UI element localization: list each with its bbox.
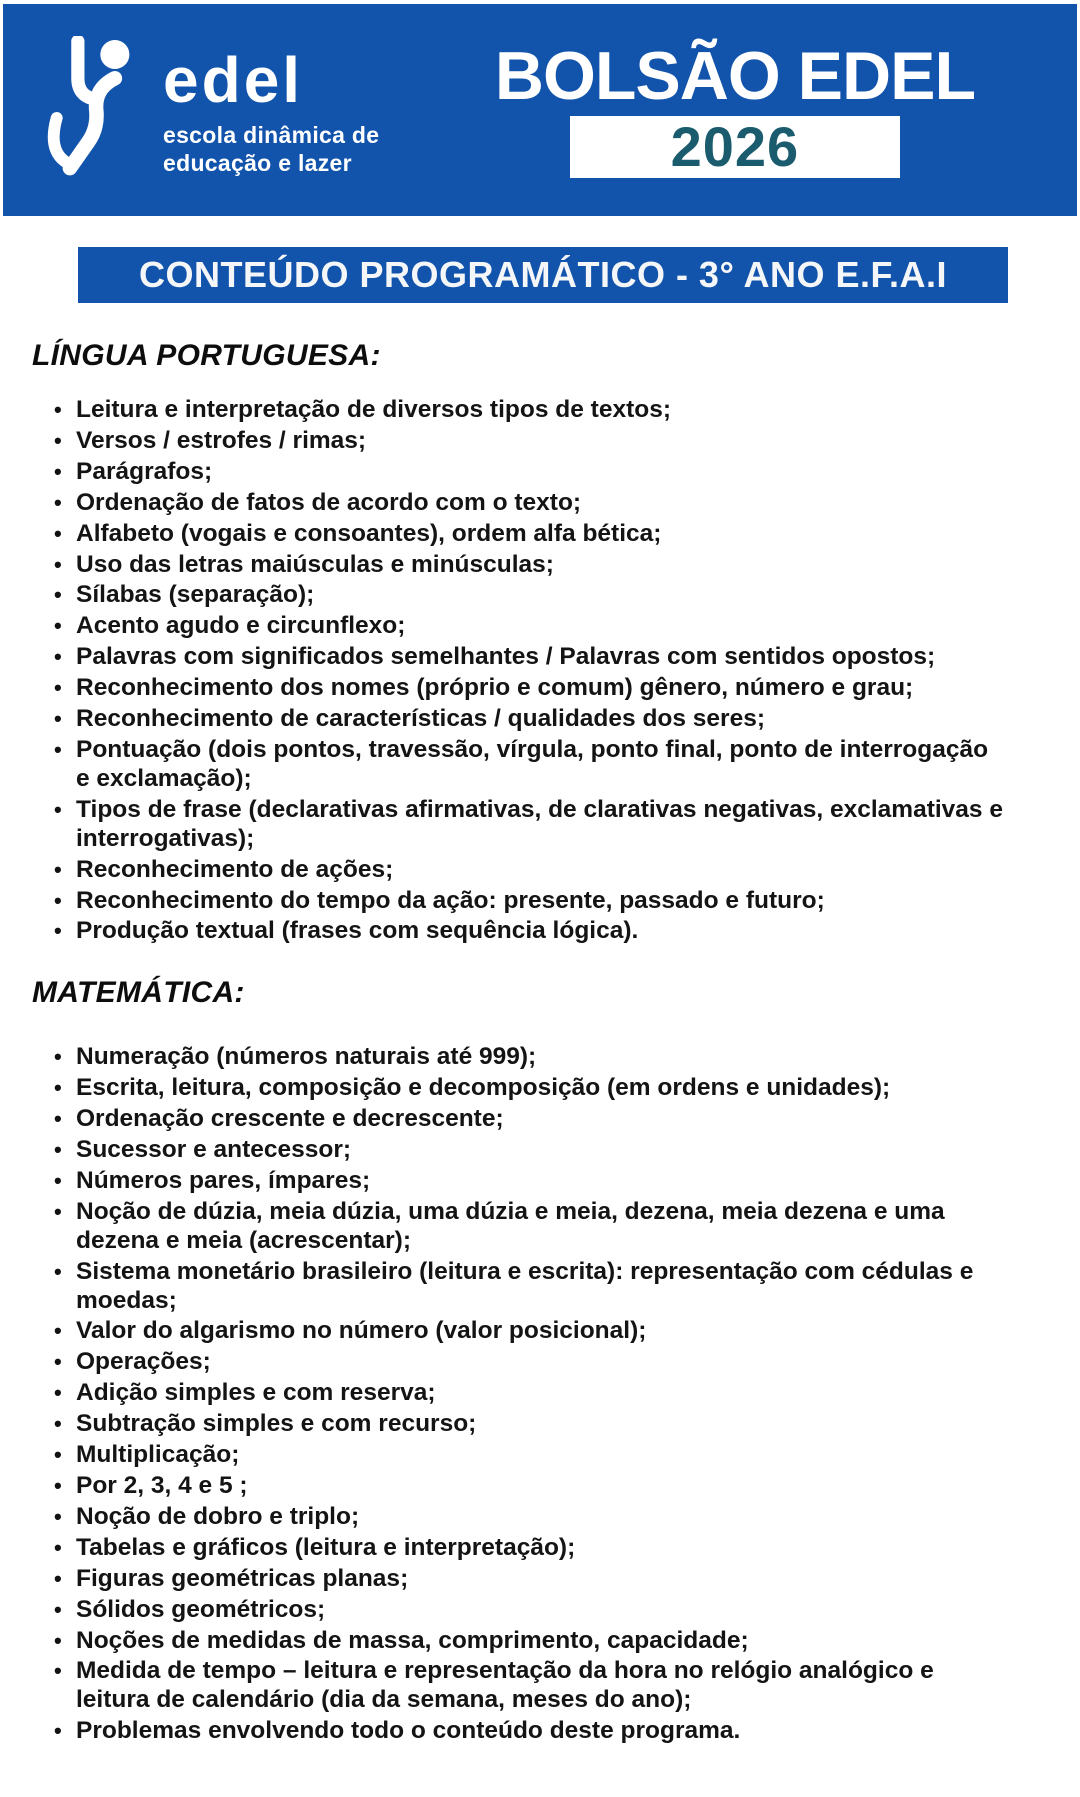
list-item-text: Produção textual (frases com sequência lógica).: [76, 917, 639, 945]
list-item-text: Tipos de frase (declarativas afirmativas, de clarativas negativas, exclamativas e interrogativas);: [76, 795, 1003, 852]
bullet-icon: •: [54, 551, 62, 577]
list-item-text: Operações;: [76, 1348, 211, 1376]
list-item-text: Figuras geométricas planas;: [76, 1564, 409, 1592]
section-lingua-portuguesa: [32, 339, 1012, 946]
list-item-text: Reconhecimento dos nomes (próprio e comum) gênero, número e grau;: [76, 674, 914, 702]
list-item: [54, 1105, 1004, 1134]
logo-wordmark: edel: [163, 44, 304, 116]
logo-tagline-line1: escola dinâmica de: [163, 121, 380, 148]
list-item-text: Reconhecimento de características / qualidades dos seres;: [76, 705, 766, 733]
list-item: [54, 1627, 1004, 1656]
list-item: [54, 612, 1004, 641]
bullet-icon: •: [54, 1106, 62, 1132]
list-item-text: Tabelas e gráficos (leitura e interpretação);: [76, 1533, 576, 1561]
list-item: [54, 1379, 1004, 1408]
bullet-icon: •: [54, 1473, 62, 1498]
section-heading-lingua-portuguesa: LÍNGUA PORTUGUESA:: [32, 339, 381, 372]
bullet-icon: •: [54, 1167, 62, 1193]
list-item: [54, 1167, 1004, 1196]
bullet-icon: •: [54, 1565, 62, 1591]
topic-list-lingua-portuguesa: [32, 396, 1012, 946]
bullet-icon: •: [54, 1318, 62, 1344]
bullet-icon: •: [54, 736, 62, 762]
list-item: [54, 1596, 1004, 1625]
list-item-text: Por 2, 3, 4 e 5 ;: [76, 1472, 248, 1499]
edel-figure-icon: [45, 36, 153, 184]
list-item: [54, 796, 1004, 854]
list-item: [54, 856, 1004, 885]
list-item: [54, 705, 1004, 734]
banner-title: CONTEÚDO PROGRAMÁTICO - 3° ANO E.F.A.I: [138, 254, 948, 295]
list-item-text: Numeração (números naturais até 999);: [76, 1043, 537, 1071]
list-item-text: Noções de medidas de massa, comprimento, capacidade;: [76, 1626, 749, 1654]
year-badge: [570, 116, 900, 178]
list-item-text: Reconhecimento do tempo da ação: presente, passado e futuro;: [76, 886, 825, 914]
bullet-icon: •: [54, 1349, 62, 1375]
bullet-icon: •: [54, 1075, 62, 1101]
bullet-icon: •: [54, 887, 62, 913]
list-item-text: Noção de dobro e triplo;: [76, 1502, 360, 1530]
list-item: [54, 1410, 1004, 1439]
program-banner: [78, 247, 1008, 303]
bullet-icon: •: [54, 1596, 62, 1622]
bullet-icon: •: [54, 1658, 62, 1684]
bullet-icon: •: [54, 397, 62, 422]
list-item: [54, 551, 1004, 580]
bullet-icon: •: [54, 1044, 62, 1070]
logo-text: [163, 36, 379, 177]
list-item: [54, 736, 1004, 794]
bullet-icon: •: [54, 427, 62, 453]
bullet-icon: •: [54, 458, 62, 484]
list-item: [54, 581, 1004, 610]
list-item-text: Noção de dúzia, meia dúzia, uma dúzia e meia, dezena, meia dezena e uma dezena e meia (acrescentar);: [76, 1197, 945, 1254]
bullet-icon: •: [54, 1718, 62, 1744]
bullet-icon: •: [54, 918, 62, 944]
edel-logo: [45, 36, 379, 184]
list-item: [54, 458, 1004, 487]
bullet-icon: •: [54, 856, 62, 882]
list-item: [54, 1348, 1004, 1377]
list-item-text: Acento agudo e circunflexo;: [76, 612, 406, 640]
list-item: [54, 1136, 1004, 1165]
list-item: [54, 1074, 1004, 1103]
bullet-icon: •: [54, 1627, 62, 1653]
list-item-text: Uso das letras maiúsculas e minúsculas;: [76, 550, 554, 578]
section-matematica: [32, 976, 1012, 1746]
list-item-text: Subtração simples e com recurso;: [76, 1410, 477, 1438]
bullet-icon: •: [54, 706, 62, 732]
list-item-text: Parágrafos;: [76, 457, 213, 485]
bullet-icon: •: [54, 582, 62, 608]
list-item-text: Ordenação crescente e decrescente;: [76, 1105, 504, 1133]
list-item: [54, 1657, 1004, 1715]
list-item-text: Multiplicação;: [76, 1441, 240, 1469]
list-item: [54, 917, 1004, 946]
list-item-text: Pontuação (dois pontos, travessão, vírgula, ponto final, ponto de interrogação e exclamação);: [76, 735, 989, 792]
list-item-text: Problemas envolvendo todo o conteúdo deste programa.: [76, 1717, 741, 1745]
list-item: [54, 427, 1004, 456]
bullet-icon: •: [54, 613, 62, 639]
list-item-text: Sólidos geométricos;: [76, 1595, 326, 1623]
list-item: [54, 396, 1004, 425]
bullet-icon: •: [54, 489, 62, 515]
list-item-text: Adição simples e com reserva;: [76, 1379, 436, 1407]
list-item-text: Leitura e interpretação de diversos tipos de textos;: [76, 396, 671, 423]
list-item: [54, 1198, 1004, 1256]
list-item-text: Escrita, leitura, composição e decomposição (em ordens e unidades);: [76, 1074, 891, 1102]
bullet-icon: •: [54, 520, 62, 546]
list-item: [54, 1258, 1004, 1316]
bullet-icon: •: [54, 675, 62, 701]
bullet-icon: •: [54, 1503, 62, 1529]
list-item: [54, 1043, 1004, 1072]
topic-list-matematica: [32, 1043, 1012, 1746]
list-item: [54, 1317, 1004, 1346]
list-item: [54, 643, 1004, 672]
list-item: [54, 1503, 1004, 1532]
bullet-icon: •: [54, 1137, 62, 1163]
list-item-text: Números pares, ímpares;: [76, 1166, 371, 1194]
header: [3, 4, 1077, 216]
list-item: [54, 674, 1004, 703]
list-item-text: Sucessor e antecessor;: [76, 1136, 352, 1164]
list-item-text: Versos / estrofes / rimas;: [76, 426, 367, 454]
list-item: [54, 1534, 1004, 1563]
bullet-icon: •: [54, 1442, 62, 1468]
list-item-text: Ordenação de fatos de acordo com o texto;: [76, 488, 582, 516]
list-item-text: Alfabeto (vogais e consoantes), ordem alfa bética;: [76, 519, 662, 547]
year-text: 2026: [670, 115, 800, 178]
bullet-icon: •: [54, 1411, 62, 1437]
list-item: [54, 1565, 1004, 1594]
title-block: [494, 38, 975, 178]
bullet-icon: •: [54, 1380, 62, 1406]
list-item: [54, 887, 1004, 916]
list-item-text: Palavras com significados semelhantes / Palavras com sentidos opostos;: [76, 643, 936, 671]
list-item-text: Medida de tempo – leitura e representação da hora no relógio analógico e leitura de calendário (dia da semana, meses do ano);: [76, 1657, 934, 1714]
list-item: [54, 1717, 1004, 1746]
list-item: [54, 489, 1004, 518]
bullet-icon: •: [54, 1258, 62, 1284]
list-item-text: Sílabas (separação);: [76, 581, 315, 609]
list-item: [54, 1441, 1004, 1470]
list-item: [54, 520, 1004, 549]
content: [0, 339, 1080, 1746]
logo-tagline-line2: educação e lazer: [163, 149, 352, 176]
bullet-icon: •: [54, 1534, 62, 1560]
bullet-icon: •: [54, 644, 62, 670]
list-item-text: Sistema monetário brasileiro (leitura e escrita): representação com cédulas e moedas;: [76, 1257, 974, 1314]
list-item-text: Valor do algarismo no número (valor posicional);: [76, 1317, 647, 1345]
bullet-icon: •: [54, 1198, 62, 1224]
list-item-text: Reconhecimento de ações;: [76, 855, 394, 883]
bullet-icon: •: [54, 796, 62, 822]
list-item: [54, 1472, 1004, 1501]
section-heading-matematica: MATEMÁTICA:: [32, 976, 245, 1010]
page-title: BOLSÃO EDEL: [494, 38, 975, 114]
